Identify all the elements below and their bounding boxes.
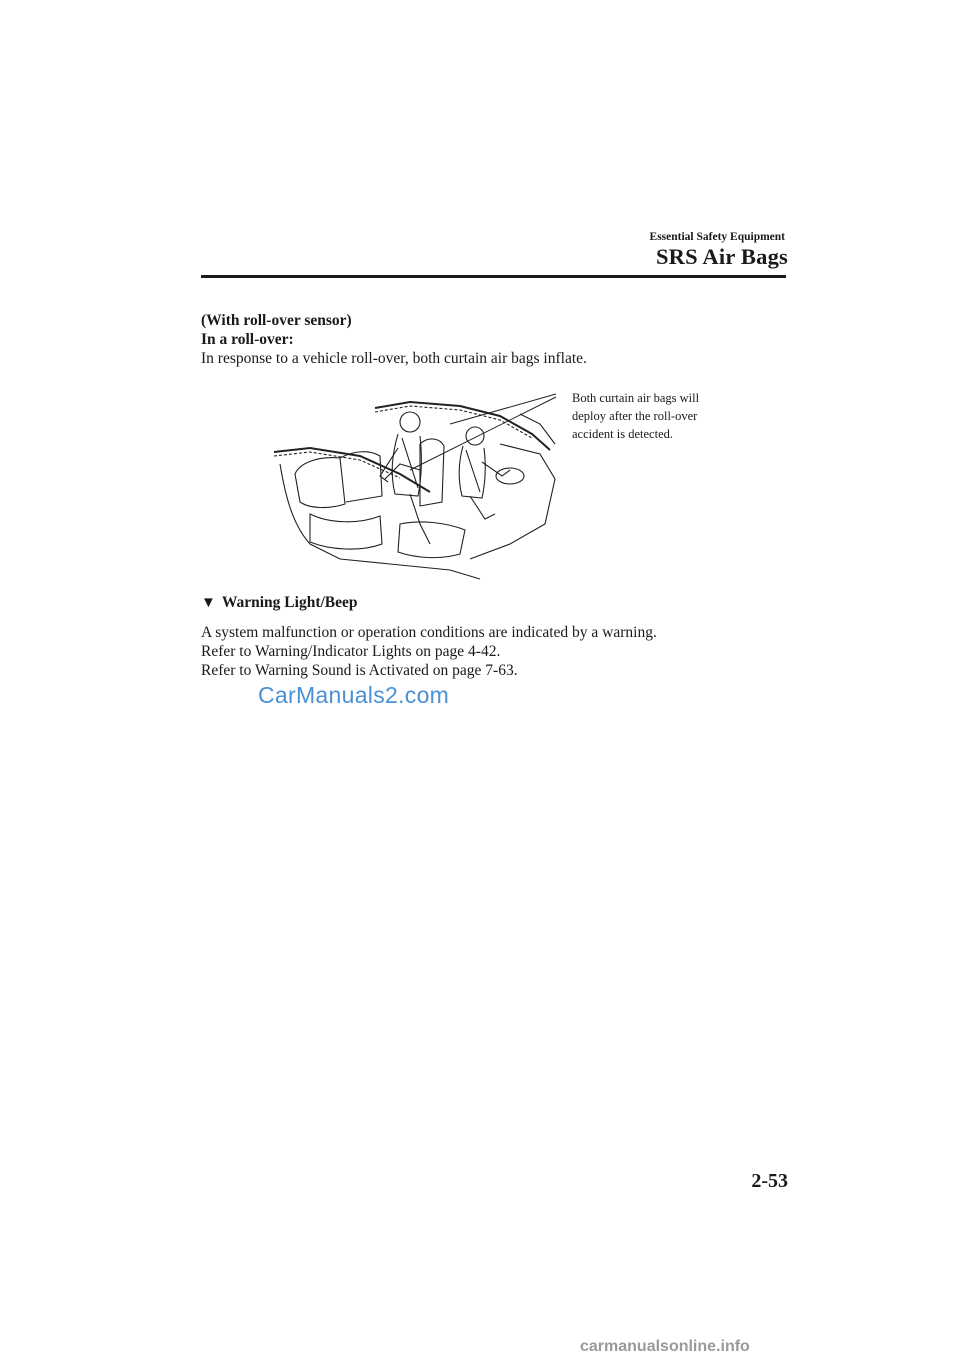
triangle-marker-icon: ▼ (201, 595, 216, 611)
illustration-callout: Both curtain air bags will deploy after the roll-over accident is detected. (572, 391, 700, 441)
section-label: Essential Safety Equipment (649, 231, 785, 243)
heading-event: In a roll-over: (201, 331, 294, 348)
warning-line-2: Refer to Warning/Indicator Lights on page 4-42. (201, 643, 501, 660)
subsection-title: Warning Light/Beep (221, 594, 358, 611)
heading-condition: (With roll-over sensor) (201, 312, 352, 329)
watermark-carmanualsonline: carmanualsonline.info (580, 1338, 750, 1355)
warning-line-3: Refer to Warning Sound is Activated on page 7-63. (201, 662, 518, 679)
rollover-airbag-illustration (270, 384, 570, 580)
header-rule (201, 275, 786, 278)
watermark-carmanuals2: CarManuals2.com (258, 682, 450, 708)
warning-line-1: A system malfunction or operation conditions are indicated by a warning. (201, 624, 657, 641)
chapter-title: SRS Air Bags (655, 244, 788, 269)
subsection-heading (201, 594, 358, 612)
page-number: 2-53 (751, 1170, 788, 1192)
intro-paragraph: In response to a vehicle roll-over, both curtain air bags inflate. (201, 350, 587, 367)
